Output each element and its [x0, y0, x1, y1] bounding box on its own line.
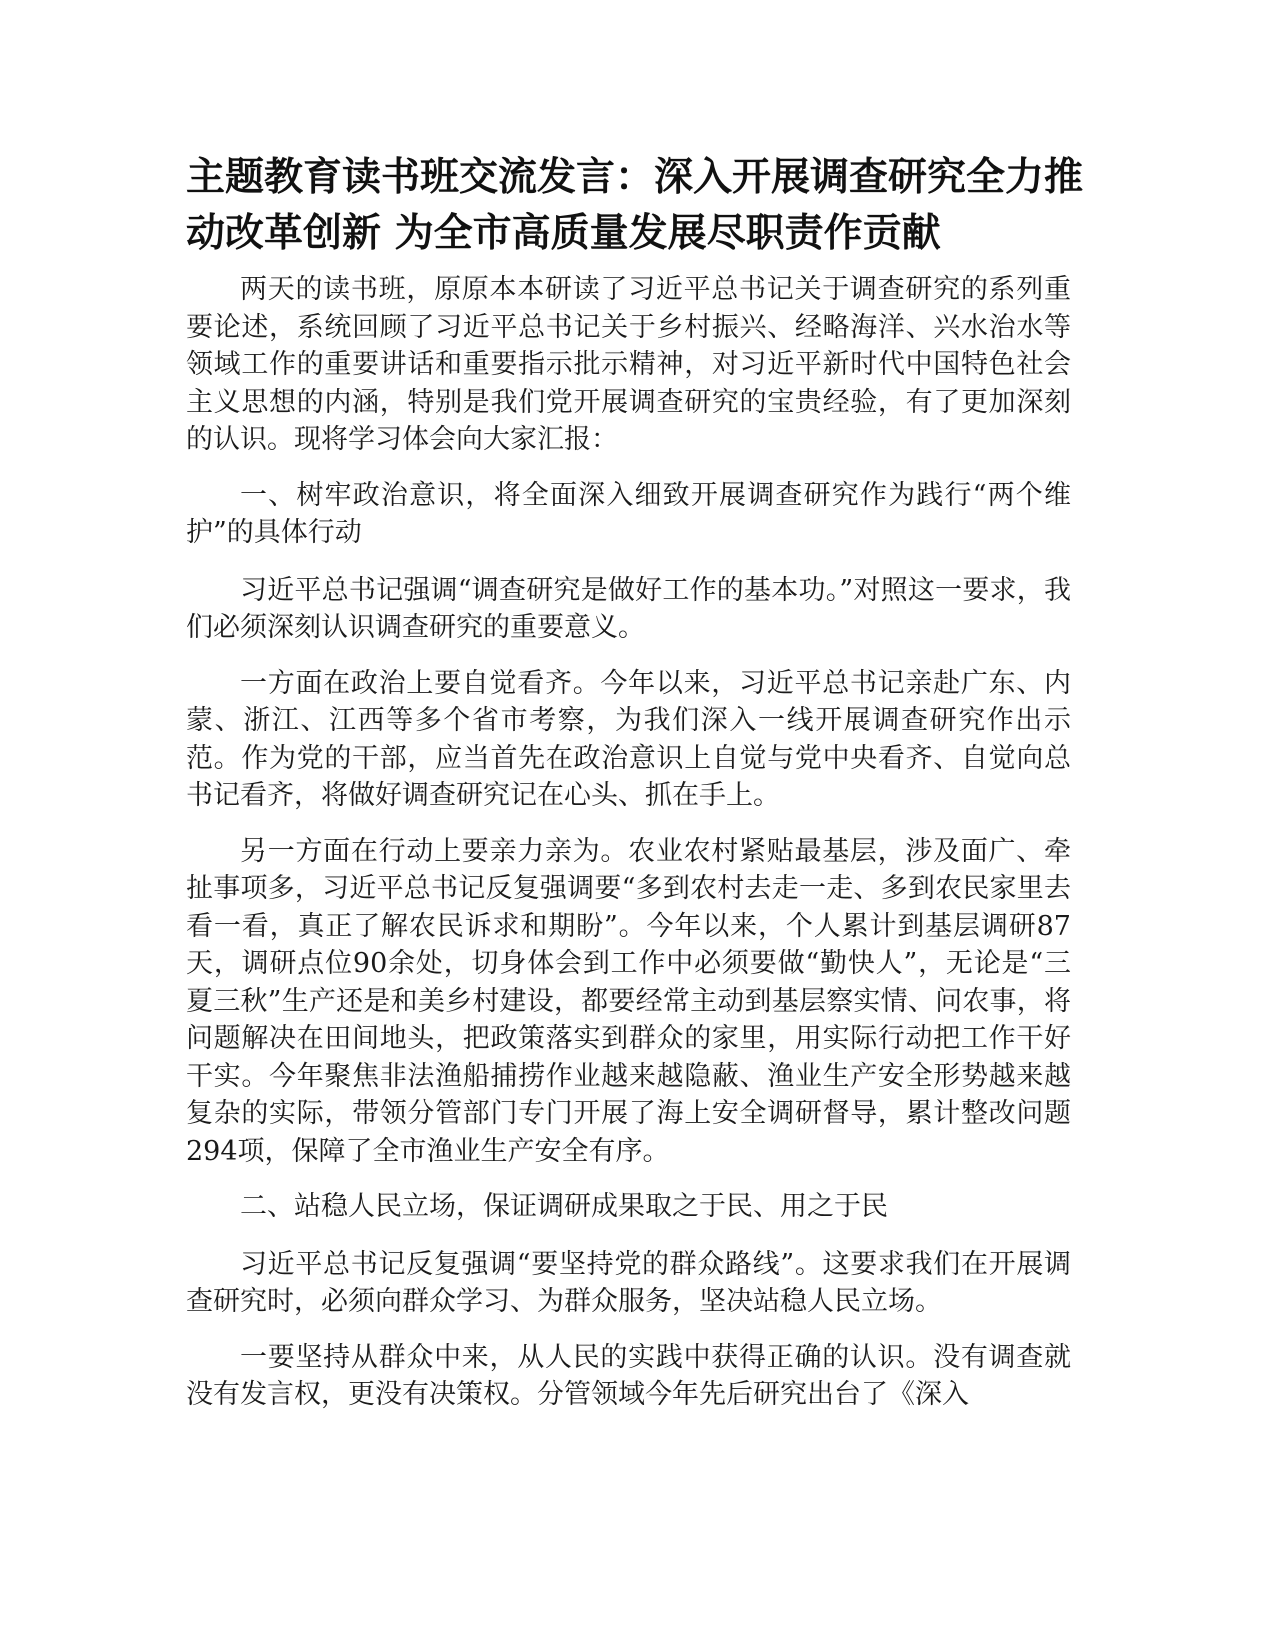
body-paragraph: 习近平总书记反复强调“要坚持党的群众路线”。这要求我们在开展调查研究时，必须向群众学习、为群众服务，坚决站稳人民立场。	[186, 1248, 1071, 1317]
document-body	[186, 271, 1071, 1432]
document-title: 主题教育读书班交流发言：深入开展调查研究全力推动改革创新 为全市高质量发展尽职责作贡献	[186, 155, 1084, 256]
section-heading-one: 一、树牢政治意识，将全面深入细致开展调查研究作为践行“两个维护”的具体行动	[186, 479, 1071, 548]
body-paragraph: 一方面在政治上要自觉看齐。今年以来，习近平总书记亲赴广东、内蒙、浙江、江西等多个省市考察，为我们深入一线开展调查研究作出示范。作为党的干部，应当首先在政治意识上自觉与党中央看齐、自觉向总书记看齐，将做好调查研究记在心头、抓在手上。	[186, 667, 1071, 811]
body-paragraph: 习近平总书记强调“调查研究是做好工作的基本功。”对照这一要求，我们必须深刻认识调查研究的重要意义。	[186, 574, 1071, 643]
intro-paragraph: 两天的读书班，原原本本研读了习近平总书记关于调查研究的系列重要论述，系统回顾了习近平总书记关于乡村振兴、经略海洋、兴水治水等领域工作的重要讲话和重要指示批示精神，对习近平新时代中国特色社会主义思想的内涵，特别是我们党开展调查研究的宝贵经验，有了更加深刻的认识。现将学习体会向大家汇报：	[186, 274, 1071, 455]
body-paragraph: 另一方面在行动上要亲力亲为。农业农村紧贴最基层，涉及面广、牵扯事项多，习近平总书记反复强调要“多到农村去走一走、多到农民家里去看一看，真正了解农民诉求和期盼”。今年以来，个人累计到基层调研87天，调研点位90余处，切身体会到工作中必须要做“勤快人”，无论是“三夏三秋”生产还是和美乡村建设，都要经常主动到基层察实情、问农事，将问题解决在田间地头，把政策落实到群众的家里，用实际行动把工作干好干实。今年聚焦非法渔船捕捞作业越来越隐蔽、渔业生产安全形势越来越复杂的实际，带领分管部门专门开展了海上安全调研督导，累计整改问题294项，保障了全市渔业生产安全有序。	[186, 835, 1071, 1167]
section-heading-two: 二、站稳人民立场，保证调研成果取之于民、用之于民	[240, 1191, 888, 1222]
body-paragraph: 一要坚持从群众中来，从人民的实践中获得正确的认识。没有调查就没有发言权，更没有决策权。分管领域今年先后研究出台了《深入	[186, 1341, 1071, 1410]
